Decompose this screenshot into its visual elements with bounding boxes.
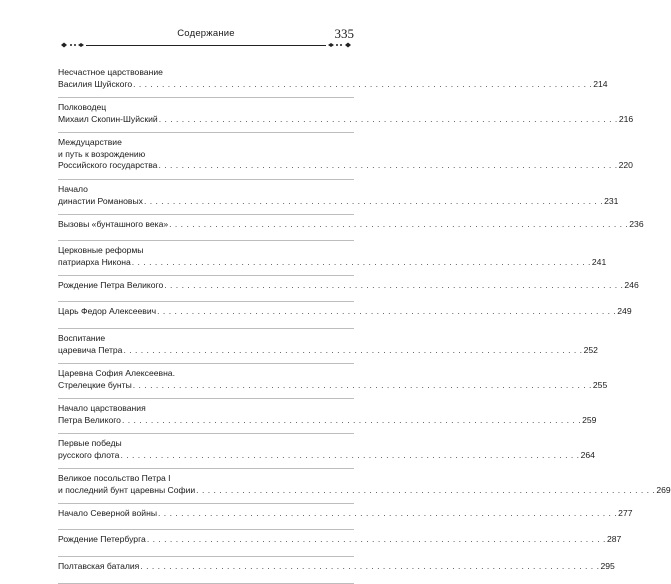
toc-entry-title-line: Полководец [58, 102, 107, 112]
dot-leader: . . . . . . . . . . . . . . . . . . . . . . . . . . . . . . . . . . . . . . . . . . . . . . . . . . . . . . . . . . . . . . . . . . . . . . . . . . . . . . . . [196, 484, 656, 495]
dot-leader: . . . . . . . . . . . . . . . . . . . . . . . . . . . . . . . . . . . . . . . . . . . . . . . . . . . . . . . . . . . . . . . . . . . . . . . . . . . . . . . . [146, 534, 606, 544]
toc-entry[interactable] [58, 102, 634, 133]
dot-leader: . . . . . . . . . . . . . . . . . . . . . . . . . . . . . . . . . . . . . . . . . . . . . . . . . . . . . . . . . . . . . . . . . . . . . . . . . . . . . . . . [131, 256, 591, 267]
dot-leader: . . . . . . . . . . . . . . . . . . . . . . . . . . . . . . . . . . . . . . . . . . . . . . . . . . . . . . . . . . . . . . . . . . . . . . . . . . . . . . . . [143, 195, 604, 206]
dot-leader: . . . . . . . . . . . . . . . . . . . . . . . . . . . . . . . . . . . . . . . . . . . . . . . . . . . . . . . . . . . . . . . . . . . . . . . . . . . . . . . . [132, 379, 592, 390]
toc-entry[interactable] [58, 333, 598, 364]
toc-entry-title-line: Царевна София Алексеевна. [58, 368, 175, 378]
page-number: 335 [334, 26, 354, 41]
toc-entry-title-line: русского флота [58, 449, 120, 460]
toc-entry-page: 246 [624, 280, 639, 290]
toc-entry[interactable] [58, 561, 615, 584]
dot-leader: . . . . . . . . . . . . . . . . . . . . . . . . . . . . . . . . . . . . . . . . . . . . . . . . . . . . . . . . . . . . . . . . . . . . . . . . . . . . . . . . [133, 78, 593, 89]
dot-leader: . . . . . . . . . . . . . . . . . . . . . . . . . . . . . . . . . . . . . . . . . . . . . . . . . . . . . . . . . . . . . . . . . . . . . . . . . . . . . . . . [158, 508, 618, 518]
toc-entry-page: 216 [618, 113, 634, 124]
toc-entry-title-line: Великое посольство Петра I [58, 473, 171, 483]
toc-entry-last-line [58, 78, 608, 91]
dot-leader: . . . . . . . . . . . . . . . . . . . . . . . . . . . . . . . . . . . . . . . . . . . . . . . . . . . . . . . . . . . . . . . . . . . . . . . . . . . . . . . . [123, 344, 583, 355]
dot-leader: . . . . . . . . . . . . . . . . . . . . . . . . . . . . . . . . . . . . . . . . . . . . . . . . . . . . . . . . . . . . . . . . . . . . . . . . . . . . . . . . [140, 561, 600, 571]
toc-entry[interactable] [58, 508, 633, 530]
toc-entry-title-line: Первые победы [58, 438, 122, 448]
toc-entry[interactable] [58, 219, 644, 241]
toc-entry-last-line [58, 160, 633, 172]
toc-entry[interactable] [58, 403, 597, 434]
toc-entry-title-line: Стрелецкие бунты [58, 379, 132, 390]
toc-entry-title-line: Рождение Петербурга [58, 534, 146, 544]
toc-entry-title-line: Вызовы «бунташного века» [58, 219, 169, 229]
toc-entry-page: 255 [592, 379, 608, 390]
toc-entry-page: 287 [606, 534, 622, 544]
ornament-right-icon [326, 41, 354, 49]
toc-entry-title-line: Церковные реформы [58, 245, 144, 255]
toc-entry[interactable] [58, 473, 671, 504]
toc-entry-page: 269 [656, 484, 671, 495]
toc-entry-title-line: и путь к возрождению [58, 148, 146, 159]
toc-entry[interactable] [58, 534, 622, 557]
toc-entry-last-line [58, 256, 607, 269]
ornament-left-icon [58, 41, 86, 49]
dot-leader: . . . . . . . . . . . . . . . . . . . . . . . . . . . . . . . . . . . . . . . . . . . . . . . . . . . . . . . . . . . . . . . . . . . . . . . . . . . . . . . . [169, 219, 629, 229]
toc-entry-page: 295 [600, 561, 615, 571]
toc-entry-title-line: Рождение Петра Великого [58, 280, 164, 290]
toc-entry-last-line [58, 379, 608, 392]
toc-entry-page: 214 [593, 78, 608, 89]
running-title: Содержание [177, 28, 235, 39]
toc-entry[interactable] [58, 280, 639, 302]
toc-entry-last-line [58, 219, 644, 231]
toc-entry-title-line: Начало Северной войны [58, 508, 158, 518]
dot-leader: . . . . . . . . . . . . . . . . . . . . . . . . . . . . . . . . . . . . . . . . . . . . . . . . . . . . . . . . . . . . . . . . . . . . . . . . . . . . . . . . [120, 449, 580, 460]
toc-entry[interactable] [58, 137, 633, 180]
toc-entry-page: 259 [582, 414, 597, 425]
toc-entry-page: 249 [617, 306, 632, 316]
toc-entry[interactable] [58, 184, 619, 215]
toc-entry[interactable] [58, 245, 607, 276]
toc-entry-last-line [58, 561, 615, 573]
toc-entry-title-line: Начало царствования [58, 403, 146, 413]
toc-entry[interactable] [58, 438, 595, 469]
toc-entry-title-line: Царь Федор Алексеевич [58, 306, 157, 316]
toc-entry-last-line [58, 280, 639, 292]
toc-entry-title-line: Российского государства [58, 160, 158, 171]
toc-entry-last-line [58, 484, 671, 497]
toc-entry-title-line: Михаил Скопин-Шуйский [58, 113, 158, 124]
dot-leader: . . . . . . . . . . . . . . . . . . . . . . . . . . . . . . . . . . . . . . . . . . . . . . . . . . . . . . . . . . . . . . . . . . . . . . . . . . . . . . . . [157, 306, 617, 316]
toc-entry-title-line: Начало [58, 184, 88, 194]
toc-entry-page: 236 [629, 219, 644, 229]
toc-entry[interactable] [58, 368, 608, 399]
toc-entry-last-line [58, 449, 595, 462]
toc-entry-title-line: царевича Петра [58, 344, 123, 355]
toc-entry-title-line: и последний бунт царевны Софии [58, 484, 196, 495]
toc-entry-page: 220 [618, 160, 633, 171]
toc-entry-title-line: Петра Великого [58, 414, 121, 425]
toc-entry-title-line: Междуцарствие [58, 137, 122, 147]
toc-entry-last-line [58, 508, 633, 520]
toc-entry-page: 264 [580, 449, 595, 460]
toc-entry[interactable] [58, 67, 608, 98]
toc-entry-last-line [58, 113, 634, 126]
toc-entry-page: 252 [583, 344, 598, 355]
toc-entry-last-line [58, 306, 632, 318]
toc-entry-title-line: Воспитание [58, 333, 106, 343]
toc-entry-title-line: Полтавская баталия [58, 561, 140, 571]
toc-entry-title-line: патриарха Никона [58, 256, 131, 267]
toc-entry-page: 231 [604, 195, 619, 206]
toc-entry-last-line [58, 414, 597, 427]
toc-entry-page: 241 [591, 256, 607, 267]
toc-entry-title-line: Василия Шуйского [58, 78, 133, 89]
toc-entry-title-line: династии Романовых [58, 195, 143, 206]
toc-entry-last-line [58, 195, 619, 208]
dot-leader: . . . . . . . . . . . . . . . . . . . . . . . . . . . . . . . . . . . . . . . . . . . . . . . . . . . . . . . . . . . . . . . . . . . . . . . . . . . . . . . . [121, 414, 582, 425]
running-head [58, 26, 354, 48]
dot-leader: . . . . . . . . . . . . . . . . . . . . . . . . . . . . . . . . . . . . . . . . . . . . . . . . . . . . . . . . . . . . . . . . . . . . . . . . . . . . . . . . [158, 160, 618, 171]
toc-entry-page: 277 [618, 508, 633, 518]
table-of-contents [58, 67, 671, 584]
toc-entry-last-line [58, 534, 622, 546]
toc-entry-last-line [58, 344, 598, 357]
toc-entry[interactable] [58, 306, 632, 329]
header-rule [58, 45, 354, 46]
dot-leader: . . . . . . . . . . . . . . . . . . . . . . . . . . . . . . . . . . . . . . . . . . . . . . . . . . . . . . . . . . . . . . . . . . . . . . . . . . . . . . . . [164, 280, 624, 290]
toc-entry-title-line: Несчастное царствование [58, 67, 163, 77]
dot-leader: . . . . . . . . . . . . . . . . . . . . . . . . . . . . . . . . . . . . . . . . . . . . . . . . . . . . . . . . . . . . . . . . . . . . . . . . . . . . . . . . [158, 113, 618, 124]
